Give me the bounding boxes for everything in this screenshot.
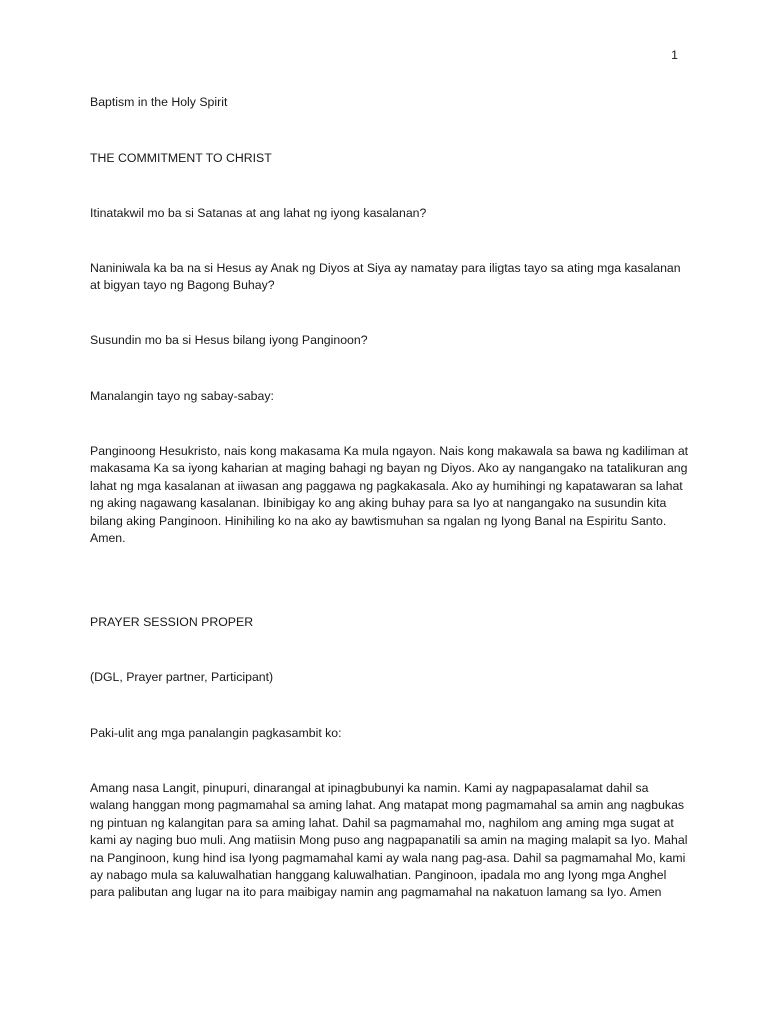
section-heading-prayer-session: PRAYER SESSION PROPER bbox=[90, 615, 254, 629]
page-number: 1 bbox=[671, 48, 678, 62]
roles-note: (DGL, Prayer partner, Participant) bbox=[90, 670, 274, 684]
question-follow: Susundin mo ba si Hesus bilang iyong Panginoon? bbox=[90, 333, 368, 347]
closing-prayer: Amang nasa Langit, pinupuri, dinarangal at ipinagbubunyi ka namin. Kami ay nagpapasalamat dahil sa walang hanggan mong pagmamahal sa aming lahat. Ang matapat mong pagmamahal sa amin ang nagbukas ng pintuan ng kalangitan para sa aming lahat. Dahil sa pagmamahal mo, naghilom ang aming mga sugat at kami ay naging buo muli. Ang matiisin Mong puso ang nagpapanatili sa amin na maging malapit sa Iyo. Mahal na Panginoon, kung hind isa Iyong pagmamahal kami ay wala nang pag-asa. Dahil sa pagmamahal Mo, kami ay nabago mula sa kaluwalhatian hanggang kaluwalhatian. Panginoon, ipadala mo ang Iyong mga Anghel para palibutan ang lugar na ito para maibigay namin ang pagmamahal na nakatuon lamang sa Iyo. Amen bbox=[90, 781, 688, 900]
pray-together-instruction: Manalangin tayo ng sabay-sabay: bbox=[90, 389, 274, 403]
repeat-instruction: Paki-ulit ang mga panalangin pagkasambit ko: bbox=[90, 726, 342, 740]
question-belief: Naniniwala ka ba na si Hesus ay Anak ng Diyos at Siya ay namatay para iligtas tayo sa ating mga kasalanan at bigyan tayo ng Bagong Buhay? bbox=[90, 261, 681, 293]
document-title: Baptism in the Holy Spirit bbox=[90, 95, 228, 109]
section-heading-commitment: THE COMMITMENT TO CHRIST bbox=[90, 151, 272, 165]
question-renounce: Itinatakwil mo ba si Satanas at ang lahat ng iyong kasalanan? bbox=[90, 206, 427, 220]
commitment-prayer: Panginoong Hesukristo, nais kong makasama Ka mula ngayon. Nais kong makawala sa bawa ng kadiliman at makasama Ka sa iyong kaharian at maging bahagi ng bayan ng Diyos. Ako ay nangangako na tatalikuran ang lahat ng mga kasalanan at iiwasan ang paggawa ng pagkakasala. Ako ay humihingi ng kapatawaran sa lahat ng aking nagawang kasalanan. Ibinibigay ko ang aking buhay para sa Iyo at nangangako na susundin kita bilang aking Panginoon. Hinihiling ko na ako ay bawtismuhan sa ngalan ng Iyong Banal na Espiritu Santo. Amen. bbox=[90, 444, 689, 546]
